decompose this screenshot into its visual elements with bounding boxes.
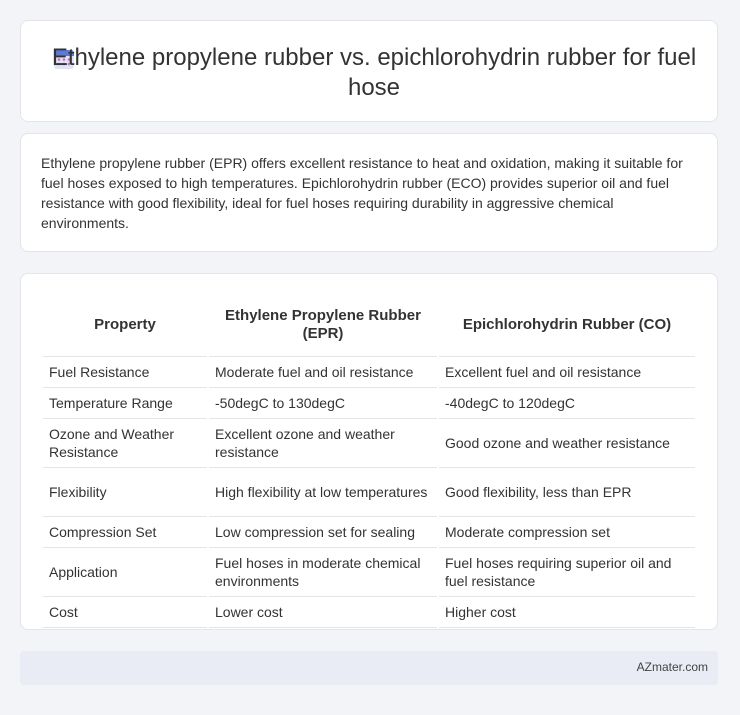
table-cell: Excellent fuel and oil resistance (439, 357, 695, 388)
table-cell: Ozone and Weather Resistance (43, 419, 207, 468)
table-cell: -40degC to 120degC (439, 388, 695, 419)
table-cell: Temperature Range (43, 388, 207, 419)
comparison-table (41, 294, 697, 628)
summary-text: Ethylene propylene rubber (EPR) offers excellent resistance to heat and oxidation, making it suitable for fuel hoses exposed to high temperatures. Epichlorohydrin rubber (ECO) provides superior oil and fuel resistance with good flexibility, ideal for fuel hoses requiring durability in aggressive chemical environments. (41, 155, 683, 231)
table-header-row (43, 294, 695, 357)
table-cell: Higher cost (439, 597, 695, 628)
comparison-card (20, 273, 718, 630)
table-cell: Good ozone and weather resistance (439, 419, 695, 468)
table-row (43, 357, 695, 388)
table-cell: Fuel hoses in moderate chemical environments (209, 548, 437, 597)
footer-site-link[interactable]: AZmater.com (636, 660, 708, 674)
header-property: Property (43, 294, 207, 357)
table-row (43, 548, 695, 597)
table-cell: High flexibility at low temperatures (209, 468, 437, 517)
header-epr: Ethylene Propylene Rubber (EPR) (209, 294, 437, 357)
table-row (43, 419, 695, 468)
table-cell: Low compression set for sealing (209, 517, 437, 548)
table-cell: Application (43, 548, 207, 597)
table-cell: Flexibility (43, 468, 207, 517)
table-row (43, 468, 695, 517)
table-cell: Fuel Resistance (43, 357, 207, 388)
table-row (43, 517, 695, 548)
table-row (43, 597, 695, 628)
summary-card (20, 133, 718, 252)
page-title: Ethylene propylene rubber vs. epichlorohydrin rubber for fuel hose (51, 44, 697, 101)
footer (20, 651, 718, 685)
table-row (43, 388, 695, 419)
table-cell: Moderate fuel and oil resistance (209, 357, 437, 388)
header-eco: Epichlorohydrin Rubber (CO) (439, 294, 695, 357)
table-cell: Cost (43, 597, 207, 628)
table-cell: Fuel hoses requiring superior oil and fuel resistance (439, 548, 695, 597)
table-cell: Good flexibility, less than EPR (439, 468, 695, 517)
table-cell: Moderate compression set (439, 517, 695, 548)
title-card (20, 20, 718, 122)
table-cell: Excellent ozone and weather resistance (209, 419, 437, 468)
table-cell: Lower cost (209, 597, 437, 628)
table-cell: Compression Set (43, 517, 207, 548)
table-cell: -50degC to 130degC (209, 388, 437, 419)
